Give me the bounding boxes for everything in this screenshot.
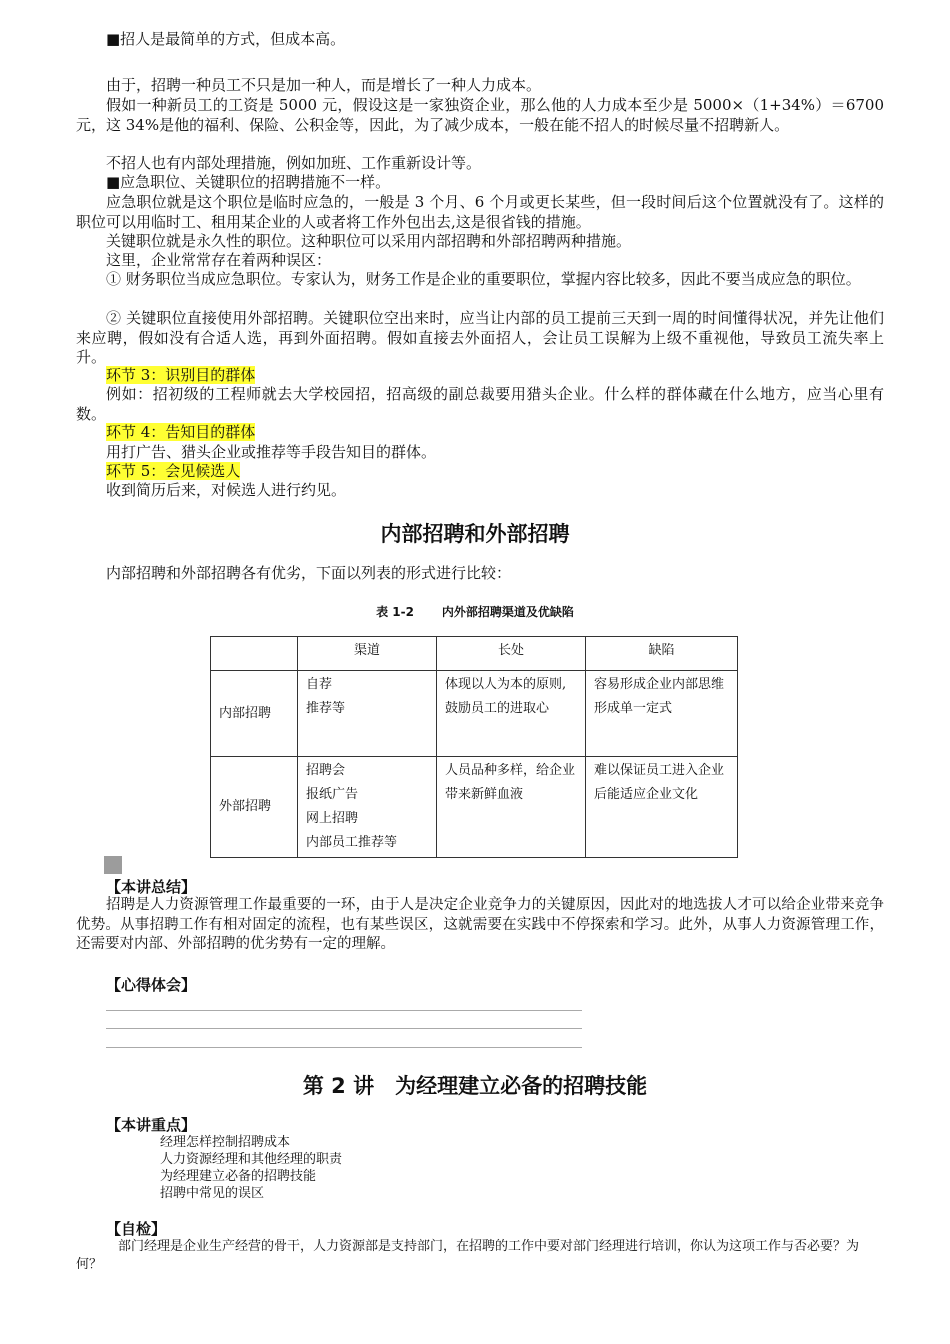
- channel-item: 自荐: [306, 677, 333, 692]
- table-header-row: [211, 637, 738, 671]
- paragraph-10: ② 关键职位直接使用外部招聘。关键职位空出来时，应当让内部的员工提前三天到一周的时间懂得状况，并先让他们来应聘，假如没有合适人选，再到外面招聘。假如直接去外面招人，会让员工误解为上级不重视他，导致员工流失率上升。: [76, 309, 884, 367]
- row-label: 内部招聘: [211, 671, 298, 757]
- paragraph-13: 收到简历后来，对候选人进行约见。: [106, 481, 347, 499]
- cons-cell: 难以保证员工进入企业后能适应企业文化: [586, 757, 738, 858]
- selfcheck-text: 部门经理是企业生产经营的骨干，人力资源部是支持部门，在招聘的工作中要对部门经理进行培训，你认为这项工作与否必要？为何？: [76, 1239, 860, 1272]
- notes-line: [106, 1010, 582, 1011]
- table-row: [211, 757, 738, 858]
- notes-line: [106, 1047, 582, 1048]
- comparison-table: [210, 636, 738, 858]
- channel-item: 推荐等: [306, 701, 346, 716]
- table-title: 内外部招聘渠道及优缺陷: [441, 605, 574, 619]
- table-caption: [0, 603, 950, 620]
- table-number: 表 1-2: [376, 605, 414, 619]
- step-4-heading: [106, 423, 255, 443]
- highlight: 环节 5：会见候选人: [106, 462, 241, 480]
- channels-cell: [298, 757, 437, 858]
- step-5-heading: [106, 462, 240, 482]
- keypoint-item: 人力资源经理和其他经理的职责: [160, 1152, 343, 1167]
- lecture-title: 第 2 讲 为经理建立必备的招聘技能: [302, 1074, 648, 1098]
- channel-item: 报纸广告: [306, 787, 359, 802]
- header-cell: 长处: [437, 637, 586, 671]
- paragraph-1: ■招人是最简单的方式，但成本高。: [106, 30, 346, 48]
- keypoint-item: 为经理建立必备的招聘技能: [160, 1169, 317, 1184]
- paragraph-3: 假如一种新员工的工资是 5000 元，假设这是一家独资企业，那么他的人力成本至少是 5000×（1+34%）＝6700 元，这 34%是他的福利、保险、公积金等，因此，为了减少成本，一般在能不招人的时候尽量不招聘新人。: [76, 96, 884, 134]
- pros-cell: 人员品种多样，给企业带来新鲜血液: [437, 757, 586, 858]
- row-label: 外部招聘: [211, 757, 298, 858]
- pros-cell: 体现以人为本的原则,鼓励员工的进取心: [437, 671, 586, 757]
- channels-cell: [298, 671, 437, 757]
- notes-line: [106, 1028, 582, 1029]
- table-row: [211, 671, 738, 757]
- paragraph-6: 应急职位就是这个职位是临时应急的，一般是 3 个月、6 个月或更长某些，但一段时间后这个位置就没有了。这样的职位可以用临时工、租用某企业的人或者将工作外包出去,这是很省钱的措施。: [76, 193, 884, 231]
- gray-square-marker: [104, 856, 122, 874]
- header-cell: 缺陷: [586, 637, 738, 671]
- keypoints-heading: 【本讲重点】: [106, 1116, 197, 1134]
- paragraph-2: 由于，招聘一种员工不只是加一种人，而是增长了一种人力成本。: [106, 76, 542, 94]
- summary-heading: 【本讲总结】: [106, 878, 197, 896]
- keypoint-item: 经理怎样控制招聘成本: [160, 1135, 291, 1150]
- paragraph-8: 这里，企业常常存在着两种误区：: [106, 251, 332, 269]
- keypoint-item: 招聘中常见的误区: [160, 1186, 265, 1201]
- header-cell: 渠道: [298, 637, 437, 671]
- channel-item: 内部员工推荐等: [306, 835, 398, 850]
- highlight: 环节 4：告知目的群体: [106, 423, 256, 441]
- paragraph-11: 例如：招初级的工程师就去大学校园招，招高级的副总裁要用猎头企业。什么样的群体藏在什么地方，应当心里有数。: [76, 385, 884, 423]
- paragraph-12: 用打广告、猎头企业或推荐等手段告知目的群体。: [106, 443, 437, 461]
- channel-item: 招聘会: [306, 763, 346, 778]
- section-intro: 内部招聘和外部招聘各有优劣，下面以列表的形式进行比较：: [106, 564, 512, 582]
- step-3-heading: [106, 366, 255, 386]
- notes-heading: 【心得体会】: [106, 976, 197, 994]
- header-cell: [211, 637, 298, 671]
- cons-cell: 容易形成企业内部思维形成单一定式: [586, 671, 738, 757]
- selfcheck-heading: 【自检】: [106, 1220, 167, 1238]
- summary-text: 招聘是人力资源管理工作最重要的一环，由于人是决定企业竞争力的关键原因，因此对的地选拔人才可以给企业带来竞争优势。从事招聘工作有相对固定的流程，也有某些误区，这就需要在实践中不停探索和学习。此外，从事人力资源管理工作，还需要对内部、外部招聘的优劣势有一定的理解。: [76, 897, 884, 953]
- paragraph-4: 不招人也有内部处理措施，例如加班、工作重新设计等。: [106, 154, 482, 172]
- channel-item: 网上招聘: [306, 811, 359, 826]
- highlight: 环节 3：识别目的群体: [106, 366, 256, 384]
- section-title: 内部招聘和外部招聘: [380, 522, 570, 546]
- paragraph-5: ■应急职位、关键职位的招聘措施不一样。: [106, 173, 391, 191]
- paragraph-7: 关键职位就是永久性的职位。这种职位可以采用内部招聘和外部招聘两种措施。: [106, 232, 632, 250]
- paragraph-9: ① 财务职位当成应急职位。专家认为，财务工作是企业的重要职位，掌握内容比较多，因此不要当成应急的职位。: [106, 270, 861, 288]
